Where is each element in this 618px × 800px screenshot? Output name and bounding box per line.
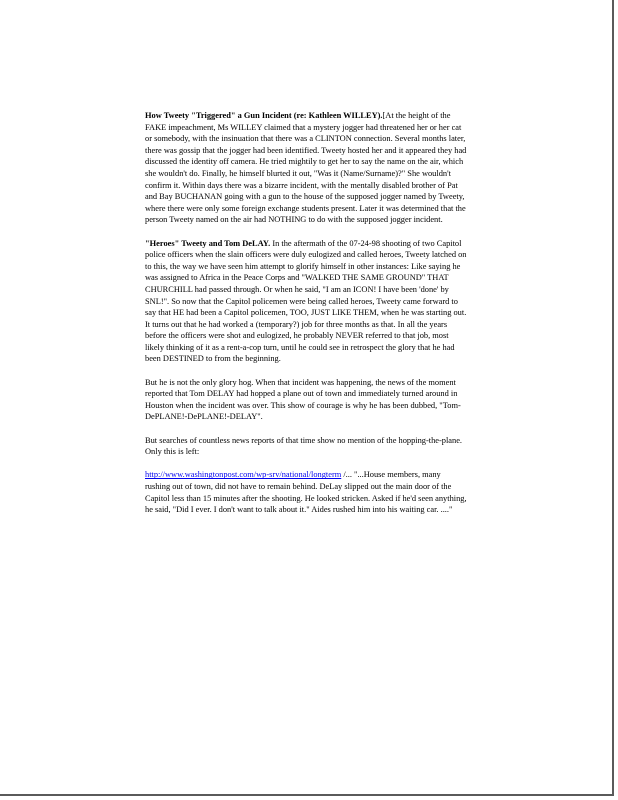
paragraph-willey [145,110,467,226]
quote-text: /... "...House members, many rushing out of town, did not have to remain behind. DeLay slipped out the main door of the Capitol less than 15 minutes after the shooting. He looked stricken. Asked if he'd seen anything, he said, "Did I ever. I don't want to talk about it." Aides rushed him into his waiting car. ...." [145,470,467,515]
washingtonpost-link[interactable]: http://www.washingtonpost.com/wp-srv/national/longterm [145,470,342,480]
text-willey: [At the height of the FAKE impeachment, Ms WILLEY claimed that a mystery jogger had threatened her or her cat or somebody, with the insinuation that there was a CLINTON connection. Several months later, there was gossip that the jogger had been identified. Tweety hosted her and it appeared they had discussed the identity off camera. He tried mightily to get her to say the name on the air, which she wouldn't do. Finally, he himself blurted it out, "Was it (Name/Surname)?" She wouldn't confirm it. Within days there was a bizarre incident, with the mentally disabled brother of Pat and Bay BUCHANAN going with a gun to the house of the supposed jogger named by Tweety, where there were only some foreign exchange students present. Later it was determined that the person Tweety named on the air had NOTHING to do with the supposed jogger incident. [145,111,467,225]
heading-heroes: "Heroes" Tweety and Tom DeLAY. [145,238,271,248]
paragraph-heroes [145,238,467,366]
paragraph-glory-hog: But he is not the only glory hog. When that incident was happening, the news of the moment reported that Tom DELAY had hopped a plane out of town and immediately turned around in Houston when the incident was over. This show of courage is why he has been dubbed, "Tom-DePLANE!-DePLANE!-DELAY". [145,377,461,422]
paragraph-searches: But searches of countless news reports of that time show no mention of the hopping-the-plane. Only this is left: [145,435,463,457]
heading-willey: How Tweety "Triggered" a Gun Incident (re: Kathleen WILLEY). [145,111,383,120]
paragraph-quote [145,469,467,515]
document-body [145,110,467,527]
text-heroes: In the aftermath of the 07-24-98 shooting of two Capitol police officers when the slain officers were duly eulogized and called heroes, Tweety latched on to this, the way we have seen him attempt to glorify himself in other instances: Like saying he was assigned to Africa in the Peace Corps and "WALKED THE SAME GROUND" THAT CHURCHILL had passed through. Or when he said, "I am an ICON! I have been 'done' by SNL!". So now that the Capitol policemen were being called heroes, Tweety came forward to say that HE had been a Capitol policemen, TOO, JUST LIKE THEM, when he was starting out. It turns out that he had worked a (temporary?) job for three months as that. In all the years before the officers were shot and eulogized, he probably NEVER referred to that job, most likely thinking of it as a rent-a-cop turn, until he could see in retrospect the glory that he had been DESTINED to from the beginning. [145,238,467,364]
